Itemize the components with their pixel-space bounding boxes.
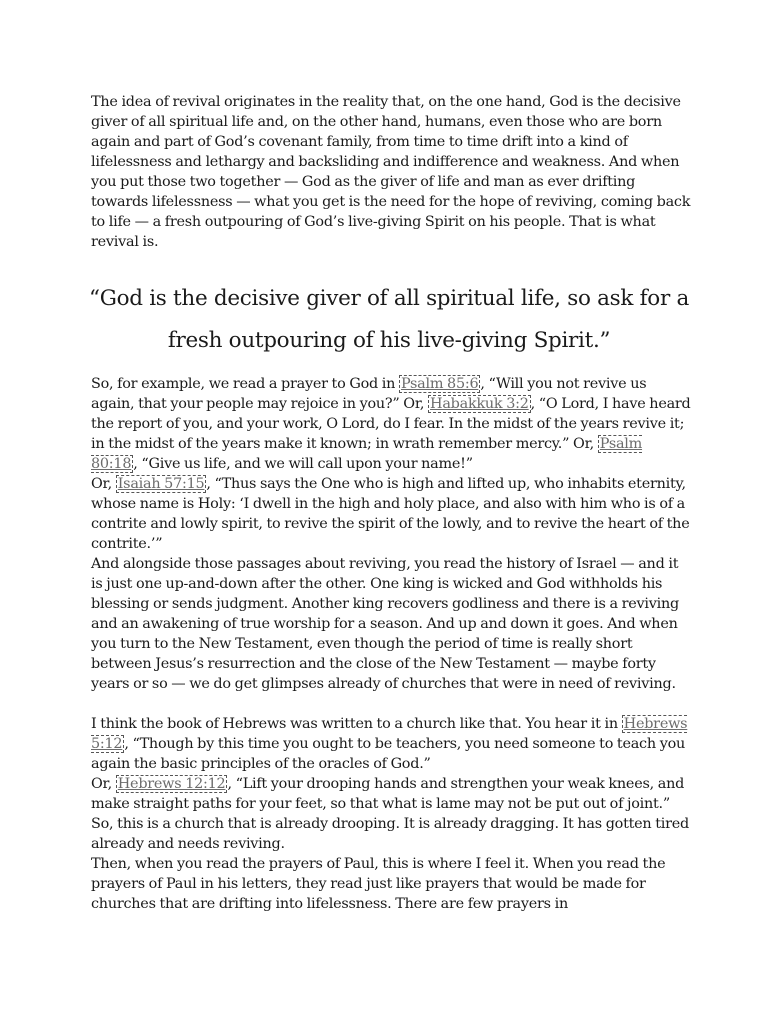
text-span: I think the book of Hebrews was written to a church like that. You hear it in xyxy=(91,716,622,732)
scripture-link-psalm-80-18[interactable]: Psalm 80:18 xyxy=(91,436,643,472)
scripture-link-hebrews-5-12[interactable]: Hebrews 5:12 xyxy=(91,716,688,752)
text-span: , “Lift your drooping hands and strengthen your weak knees, and make straight paths for your feet, so that what is lame may not be put out of joint.” So, this is a church that is already drooping. It is already dragging. It has gotten tired already and needs reviving. xyxy=(91,776,690,852)
article-body xyxy=(91,92,691,914)
text-span: , “O Lord, I have heard the report of you, and your work, O Lord, do I fear. In the midst of the years revive it; in the midst of the years make it known; in wrath remember mercy.” Or, xyxy=(91,396,691,452)
scripture-link-hebrews-12-12[interactable]: Hebrews 12:12 xyxy=(117,776,226,792)
scripture-link-isaiah-57-15[interactable]: Isaiah 57:15 xyxy=(117,476,205,492)
intro-paragraph: The idea of revival originates in the reality that, on the one hand, God is the decisive giver of all spiritual life and, on the other hand, humans, even those who are born again and part of God’s covenant family, from time to time drift into a kind of lifelessness and lethargy and backsliding and indifference and weakness. And when you put those two together — God as the giver of life and man as ever drifting towards lifelessness — what you get is the need for the hope of reviving, coming back to life — a fresh outpouring of God’s live-giving Spirit on his people. That is what revival is. xyxy=(91,94,691,250)
text-span: , “Though by this time you ought to be teachers, you need someone to teach you again the basic principles of the oracles of God.” xyxy=(91,736,686,772)
text-span: Or, xyxy=(91,476,116,492)
text-span: , “Will you not revive us again, that your people may rejoice in you?” Or, xyxy=(91,376,647,412)
history-paragraph: And alongside those passages about reviving, you read the history of Israel — and it is just one up-and-down after the other. One king is wicked and God withholds his blessing or sends judgment. Another king recovers godliness and there is a reviving and an awakening of true worship for a season. And up and down it goes. And when you turn to the New Testament, even though the period of time is really short between Jesus’s resurrection and the close of the New Testament — maybe forty years or so — we do get glimpses already of churches that were in need of reviving. xyxy=(91,556,679,692)
scripture-link-psalm-85-6[interactable]: Psalm 85:6 xyxy=(400,376,479,392)
text-span: , “Give us life, and we will call upon your name!” xyxy=(133,456,473,472)
scripture-paragraph xyxy=(91,374,691,554)
text-span: So, for example, we read a prayer to God in xyxy=(91,376,399,392)
text-span: Or, xyxy=(91,776,116,792)
paul-prayers-paragraph: Then, when you read the prayers of Paul, this is where I feel it. When you read the prayers of Paul in his letters, they read just like prayers that would be made for churches that are drifting into lifelessness. There are few prayers in xyxy=(91,856,666,912)
scripture-link-habakkuk-3-2[interactable]: Habakkuk 3:2 xyxy=(430,396,529,412)
pull-quote: “God is the decisive giver of all spiritual life, so ask for a fresh outpouring of his live-giving Spirit.” xyxy=(89,286,689,353)
text-span: , “Thus says the One who is high and lifted up, who inhabits eternity, whose name is Holy: ‘I dwell in the high and holy place, and also with him who is of a contrite and lowly spirit, to revive the spirit of the lowly, and to revive the heart of the contrite.’” xyxy=(91,476,690,552)
hebrews-paragraph xyxy=(91,714,691,854)
